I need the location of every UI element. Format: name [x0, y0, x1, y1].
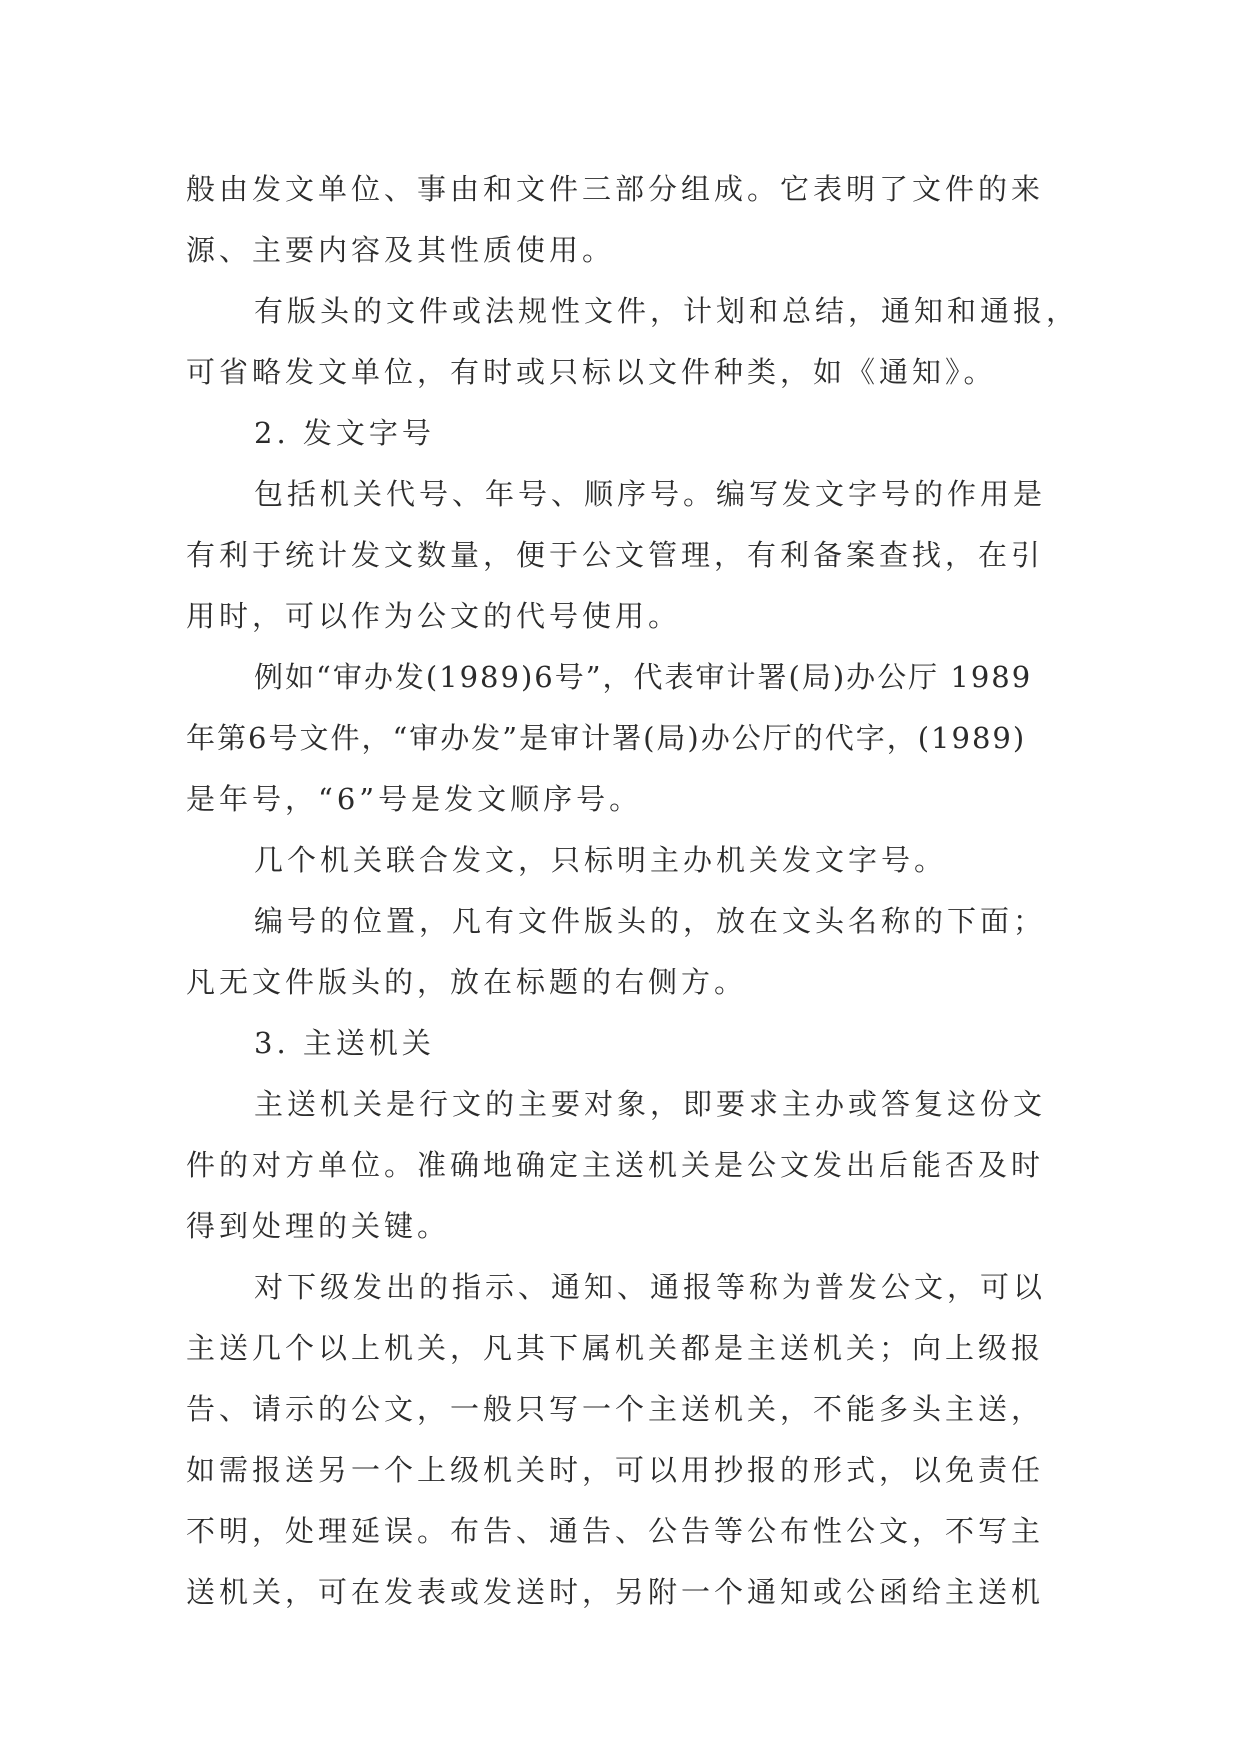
section-heading: 2. 发文字号 — [254, 416, 435, 450]
paragraph-start-line: 几个机关联合发文，只标明主办机关发文字号。 — [254, 843, 948, 877]
body-line: 送机关，可在发表或发送时，另附一个通知或公函给主送机 — [186, 1575, 1045, 1609]
paragraph-start-line: 例如“审办发(1989)6号”，代表审计署(局)办公厅 1989 — [254, 660, 1033, 694]
body-line: 凡无文件版头的，放在标题的右侧方。 — [186, 965, 748, 999]
body-line: 年第6号文件，“审办发”是审计署(局)办公厅的代字，(1989) — [186, 721, 1027, 755]
body-line: 源、主要内容及其性质使用。 — [186, 233, 616, 267]
paragraph-start-line: 对下级发出的指示、通知、通报等称为普发公文，可以 — [254, 1270, 1047, 1304]
body-line: 如需报送另一个上级机关时，可以用抄报的形式，以免责任 — [186, 1453, 1045, 1487]
body-line: 有利于统计发文数量，便于公文管理，有利备案查找，在引 — [186, 538, 1045, 572]
body-line: 告、请示的公文，一般只写一个主送机关，不能多头主送， — [186, 1392, 1045, 1426]
document-body — [186, 159, 1080, 1623]
body-line: 可省略发文单位，有时或只标以文件种类，如《通知》。 — [186, 355, 997, 389]
body-line: 般由发文单位、事由和文件三部分组成。它表明了文件的来 — [186, 172, 1045, 206]
paragraph-start-line: 主送机关是行文的主要对象，即要求主办或答复这份文 — [254, 1087, 1047, 1121]
body-line: 用时，可以作为公文的代号使用。 — [186, 599, 682, 633]
paragraph-start-line: 编号的位置，凡有文件版头的，放在文头名称的下面； — [254, 904, 1047, 938]
section-heading: 3. 主送机关 — [254, 1026, 435, 1060]
paragraph-start-line: 包括机关代号、年号、顺序号。编写发文字号的作用是 — [254, 477, 1047, 511]
body-line: 得到处理的关键。 — [186, 1209, 451, 1243]
body-line: 是年号，“6”号是发文顺序号。 — [186, 782, 643, 816]
body-line: 主送几个以上机关，凡其下属机关都是主送机关；向上级报 — [186, 1331, 1045, 1365]
paragraph-start-line: 有版头的文件或法规性文件，计划和总结，通知和通报， — [254, 294, 1080, 328]
body-line: 不明，处理延误。布告、通告、公告等公布性公文，不写主 — [186, 1514, 1045, 1548]
body-line: 件的对方单位。准确地确定主送机关是公文发出后能否及时 — [186, 1148, 1045, 1182]
